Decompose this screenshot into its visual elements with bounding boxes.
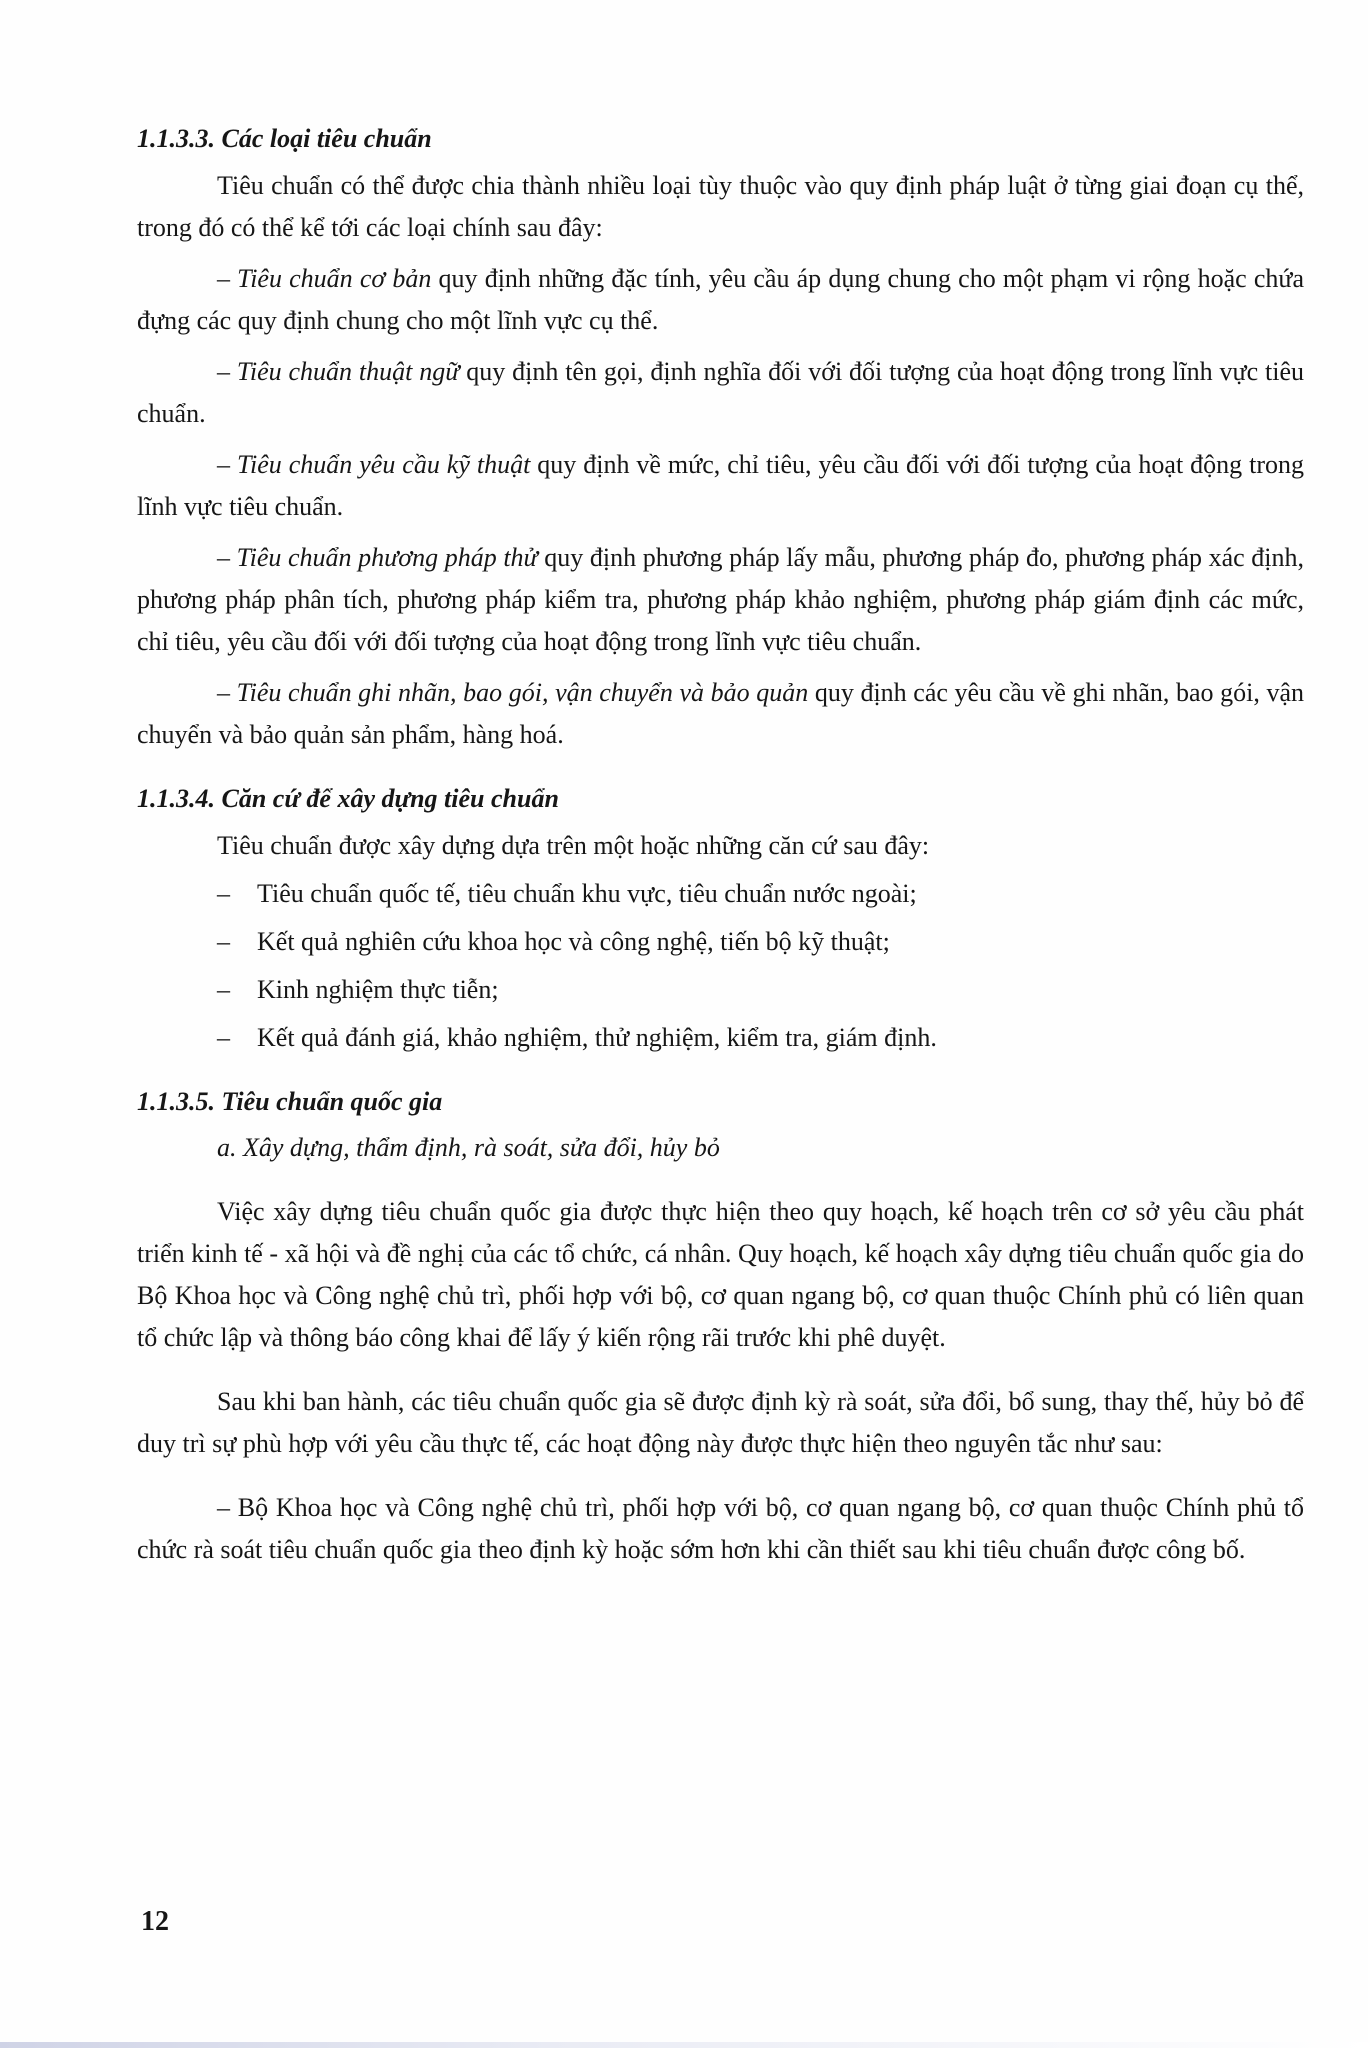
page-content bbox=[137, 118, 1304, 1571]
term-labeling: Tiêu chuẩn ghi nhãn, bao gói, vận chuyển và bảo quản bbox=[236, 678, 809, 707]
types-intro: Tiêu chuẩn có thể được chia thành nhiều loại tùy thuộc vào quy định pháp luật ở từng giai đoạn cụ thể, trong đó có thể kể tới các loại chính sau đây: bbox=[137, 171, 1304, 242]
national-para-planning: Việc xây dựng tiêu chuẩn quốc gia được thực hiện theo quy hoạch, kế hoạch trên cơ sở yêu cầu phát triển kinh tế - xã hội và đề nghị của các tổ chức, cá nhân. Quy hoạch, kế hoạch xây dựng tiêu chuẩn quốc gia do Bộ Khoa học và Công nghệ chủ trì, phối hợp với bộ, cơ quan ngang bộ, cơ quan thuộc Chính phủ có liên quan tổ chức lập và thông báo công khai để lấy ý kiến rộng rãi trước khi phê duyệt. bbox=[137, 1197, 1304, 1352]
page-number: 12 bbox=[141, 1906, 169, 1937]
national-para-review: Sau khi ban hành, các tiêu chuẩn quốc gia sẽ được định kỳ rà soát, sửa đổi, bổ sung, thay thế, hủy bỏ để duy trì sự phù hợp với yêu cầu thực tế, các hoạt động này được thực hiện theo nguyên tắc như sau: bbox=[137, 1387, 1304, 1458]
desc-basic: quy định những đặc tính, yêu cầu áp dụng chung cho một phạm vi rộng hoặc chứa đựng các quy định chung cho một lĩnh vực cụ thể. bbox=[137, 264, 1304, 335]
basis-bullet-experience: – Kinh nghiệm thực tiễn; bbox=[217, 969, 1304, 1011]
subheading-build-review: a. Xây dựng, thẩm định, rà soát, sửa đổi, hủy bỏ bbox=[217, 1133, 720, 1162]
section-heading-types: 1.1.3.3. Các loại tiêu chuẩn bbox=[137, 124, 432, 153]
types-item-labeling: – Tiêu chuẩn ghi nhãn, bao gói, vận chuyển và bảo quản quy định các yêu cầu về ghi nhãn, bao gói, vận chuyển và bảo quản sản phẩm, hàng hoá. bbox=[137, 678, 1305, 749]
desc-test-method: quy định phương pháp lấy mẫu, phương pháp đo, phương pháp xác định, phương pháp phân tích, phương pháp kiểm tra, phương pháp khảo nghiệm, phương pháp giám định các mức, chỉ tiêu, yêu cầu đối với đối tượng của hoạt động trong lĩnh vực tiêu chuẩn. bbox=[137, 543, 1304, 656]
section-heading-basis: 1.1.3.4. Căn cứ để xây dựng tiêu chuẩn bbox=[137, 784, 559, 813]
term-basic: Tiêu chuẩn cơ bản bbox=[237, 264, 432, 293]
term-technical: Tiêu chuẩn yêu cầu kỹ thuật bbox=[236, 450, 531, 479]
section-heading-national: 1.1.3.5. Tiêu chuẩn quốc gia bbox=[137, 1087, 443, 1116]
desc-technical: quy định về mức, chỉ tiêu, yêu cầu đối với đối tượng của hoạt động trong lĩnh vực tiêu chuẩn. bbox=[137, 450, 1304, 521]
term-terminology: Tiêu chuẩn thuật ngữ bbox=[236, 357, 460, 386]
types-item-technical: – Tiêu chuẩn yêu cầu kỹ thuật quy định về mức, chỉ tiêu, yêu cầu đối với đối tượng của hoạt động trong lĩnh vực tiêu chuẩn. bbox=[137, 450, 1304, 521]
basis-bullet-international: – Tiêu chuẩn quốc tế, tiêu chuẩn khu vực, tiêu chuẩn nước ngoài; bbox=[217, 873, 1304, 915]
basis-bullet-research: – Kết quả nghiên cứu khoa học và công nghệ, tiến bộ kỹ thuật; bbox=[217, 921, 1304, 963]
basis-intro: Tiêu chuẩn được xây dựng dựa trên một hoặc những căn cứ sau đây: bbox=[217, 831, 930, 860]
scan-edge bbox=[0, 2042, 1368, 2048]
basis-bullet-assessment: – Kết quả đánh giá, khảo nghiệm, thử nghiệm, kiểm tra, giám định. bbox=[217, 1017, 1304, 1059]
term-test-method: Tiêu chuẩn phương pháp thử bbox=[236, 543, 538, 572]
types-item-test-method: – Tiêu chuẩn phương pháp thử quy định phương pháp lấy mẫu, phương pháp đo, phương pháp xác định, phương pháp phân tích, phương pháp kiểm tra, phương pháp khảo nghiệm, phương pháp giám định các mức, chỉ tiêu, yêu cầu đối với đối tượng của hoạt động trong lĩnh vực tiêu chuẩn. bbox=[137, 543, 1304, 656]
types-item-terminology: – Tiêu chuẩn thuật ngữ quy định tên gọi, định nghĩa đối với đối tượng của hoạt động trong lĩnh vực tiêu chuẩn. bbox=[137, 357, 1304, 428]
desc-terminology: quy định tên gọi, định nghĩa đối với đối tượng của hoạt động trong lĩnh vực tiêu chuẩn. bbox=[137, 357, 1304, 428]
types-item-basic: – Tiêu chuẩn cơ bản quy định những đặc tính, yêu cầu áp dụng chung cho một phạm vi rộng hoặc chứa đựng các quy định chung cho một lĩnh vực cụ thể. bbox=[137, 264, 1304, 335]
national-para-ministry: – Bộ Khoa học và Công nghệ chủ trì, phối hợp với bộ, cơ quan ngang bộ, cơ quan thuộc Chính phủ tổ chức rà soát tiêu chuẩn quốc gia theo định kỳ hoặc sớm hơn khi cần thiết sau khi tiêu chuẩn được công bố. bbox=[137, 1493, 1304, 1564]
desc-labeling: quy định các yêu cầu về ghi nhãn, bao gói, vận chuyển và bảo quản sản phẩm, hàng hoá. bbox=[137, 678, 1305, 749]
